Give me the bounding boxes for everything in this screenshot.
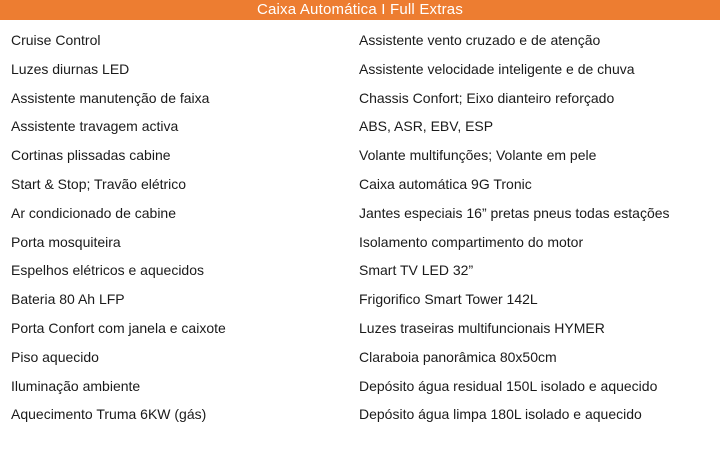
feature-left: Espelhos elétricos e aquecidos xyxy=(11,262,205,279)
features-table xyxy=(0,26,720,429)
feature-left: Porta mosquiteira xyxy=(11,233,121,250)
table-row xyxy=(0,343,720,372)
table-row xyxy=(0,141,720,170)
feature-right: Isolamento compartimento do motor xyxy=(359,233,584,250)
feature-left: Cortinas plissadas cabine xyxy=(11,147,171,164)
feature-right: Assistente vento cruzado e de atenção xyxy=(359,32,601,48)
feature-left: Piso aquecido xyxy=(11,348,99,365)
feature-right: Luzes traseiras multifuncionais HYMER xyxy=(359,319,605,336)
feature-right: Depósito água limpa 180L isolado e aquecido xyxy=(359,406,642,423)
table-row xyxy=(0,55,720,84)
table-row xyxy=(0,170,720,199)
feature-right: Chassis Confort; Eixo dianteiro reforçado xyxy=(359,89,615,106)
feature-right: Depósito água residual 150L isolado e aquecido xyxy=(359,377,658,394)
feature-left: Aquecimento Truma 6KW (gás) xyxy=(11,406,207,423)
table-row xyxy=(0,26,720,55)
feature-left: Porta Confort com janela e caixote xyxy=(11,319,226,336)
table-header xyxy=(0,0,720,20)
feature-right: Frigorifico Smart Tower 142L xyxy=(359,291,538,308)
feature-right: ABS, ASR, EBV, ESP xyxy=(359,118,494,135)
feature-right: Volante multifunções; Volante em pele xyxy=(359,147,597,164)
table-title: Caixa Automática I Full Extras xyxy=(256,1,464,18)
feature-left: Bateria 80 Ah LFP xyxy=(11,291,125,308)
feature-right: Claraboia panorâmica 80x50cm xyxy=(359,348,557,365)
table-row xyxy=(0,112,720,141)
table-row xyxy=(0,372,720,401)
table-row xyxy=(0,84,720,113)
feature-right: Jantes especiais 16” pretas pneus todas estações xyxy=(359,204,670,221)
feature-left: Iluminação ambiente xyxy=(11,377,141,394)
feature-left: Cruise Control xyxy=(11,32,101,48)
feature-left: Ar condicionado de cabine xyxy=(11,204,177,221)
table-row xyxy=(0,199,720,228)
table-row xyxy=(0,314,720,343)
feature-left: Assistente travagem activa xyxy=(11,118,179,135)
feature-left: Luzes diurnas LED xyxy=(11,60,130,77)
feature-right: Assistente velocidade inteligente e de chuva xyxy=(359,60,635,77)
table-row xyxy=(0,285,720,314)
table-row xyxy=(0,228,720,257)
table-row xyxy=(0,256,720,285)
feature-left: Start & Stop; Travão elétrico xyxy=(11,175,187,192)
feature-right: Caixa automática 9G Tronic xyxy=(359,175,532,192)
feature-right: Smart TV LED 32” xyxy=(359,262,474,279)
feature-left: Assistente manutenção de faixa xyxy=(11,89,210,106)
table-row xyxy=(0,400,720,429)
